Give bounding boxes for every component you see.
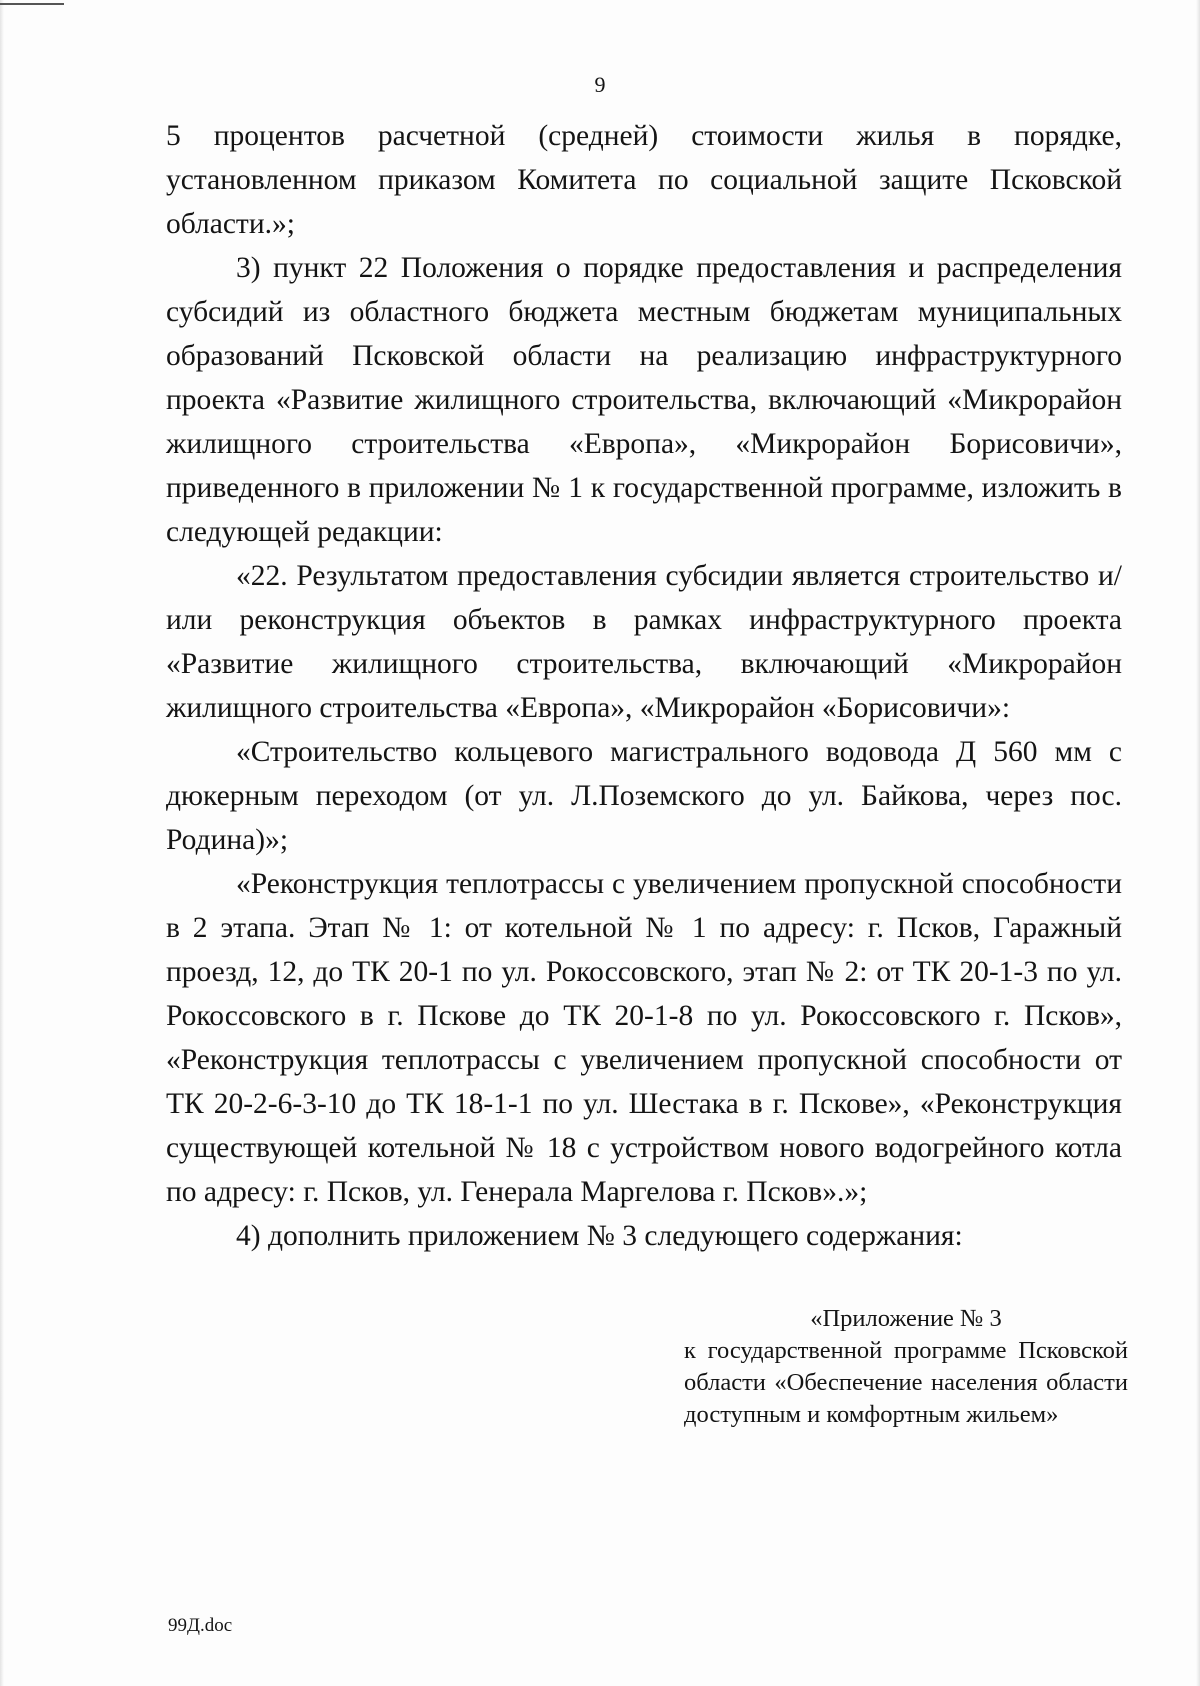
appendix-heading-block bbox=[684, 1303, 1128, 1431]
appendix-title: «Приложение № 3 bbox=[810, 1305, 1002, 1332]
paragraph-item-3: 3) пункт 22 Положения о порядке предоставления и распределения субсидий из областного бюджета местным бюджетам муниципальных образований Псковской области на реализацию инфраструктурного проекта «Развитие жилищного строительства, включающий «Микрорайон жилищного строительства «Европа», «Микрорайон Борисовичи», приведенного в приложении № 1 к государственной программе, изложить в следующей редакции: bbox=[166, 252, 1122, 548]
scan-corner-mark bbox=[0, 3, 64, 5]
document-body bbox=[166, 114, 1122, 1258]
page-number: 9 bbox=[594, 72, 606, 97]
paragraph-item-4: 4) дополнить приложением № 3 следующего содержания: bbox=[236, 1220, 963, 1252]
appendix-text: к государственной программе Псковской области «Обеспечение населения области доступным и комфортным жильем» bbox=[684, 1337, 1128, 1428]
scan-edge-right bbox=[1196, 0, 1200, 1686]
paragraph-heating-reconstruction: «Реконструкция теплотрассы с увеличением пропускной способности в 2 этапа. Этап № 1: от котельной № 1 по адресу: г. Псков, Гаражный проезд, 12, до ТК 20-1 по ул. Рокоссовского, этап № 2: от ТК 20-1-3 по ул. Рокоссовского в г. Пскове до ТК 20-1-8 по ул. Рокоссовского г. Псков», «Реконструкция теплотрассы с увеличением пропускной способности от ТК 20-2-6-3-10 до ТК 18-1-1 по ул. Шестака в г. Пскове», «Реконструкция существующей котельной № 18 с устройством нового водогрейного котла по адресу: г. Псков, ул. Генерала Маргелова г. Псков».»; bbox=[166, 868, 1122, 1208]
scan-edge-left bbox=[0, 0, 4, 1686]
footer-filename: 99Д.doc bbox=[168, 1615, 233, 1636]
paragraph-water-main: «Строительство кольцевого магистрального водовода Д 560 мм с дюкерным переходом (от ул. Л.Поземского до ул. Байкова, через пос. Родина)»; bbox=[166, 736, 1122, 856]
paragraph-clause-22: «22. Результатом предоставления субсидии является строительство и/или реконструкция объектов в рамках инфраструктурного проекта «Развитие жилищного строительства, включающий «Микрорайон жилищного строительства «Европа», «Микрорайон «Борисовичи»: bbox=[166, 560, 1122, 724]
paragraph-continuation: 5 процентов расчетной (средней) стоимости жилья в порядке, установленном приказом Комитета по социальной защите Псковской области.»; bbox=[166, 120, 1122, 240]
